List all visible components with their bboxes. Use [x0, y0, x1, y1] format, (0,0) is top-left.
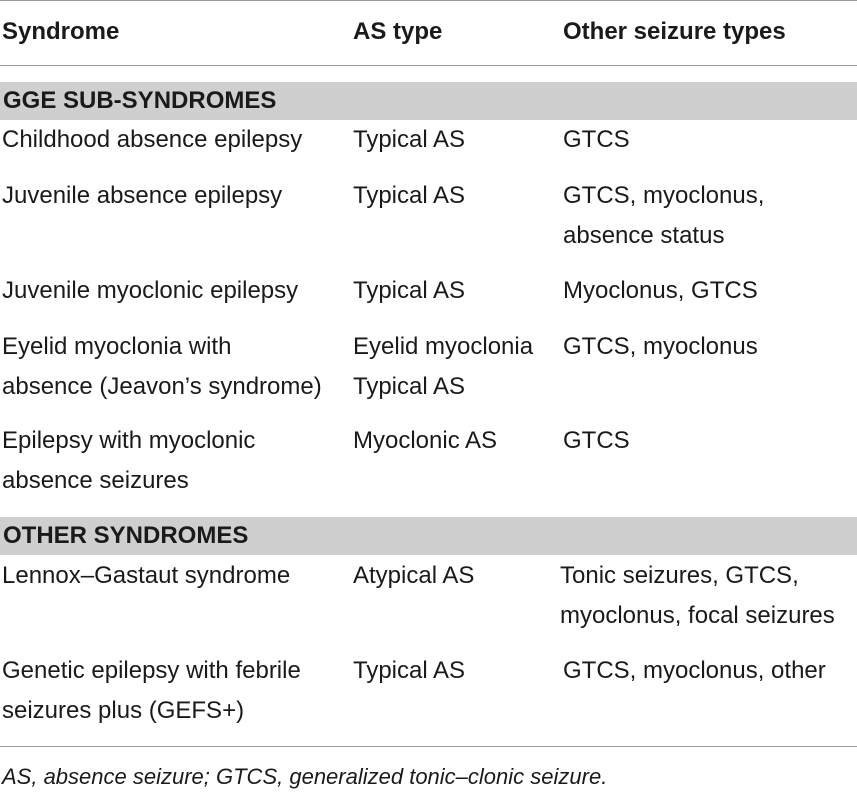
syndrome-cell: Childhood absence epilepsy — [2, 126, 303, 153]
syndrome-cell: Epilepsy with myoclonic absence seizures — [2, 427, 256, 494]
group-title: GGE SUB-SYNDROMES — [3, 87, 277, 114]
syndrome-cell: Eyelid myoclonia with absence (Jeavon’s syndrome) — [2, 333, 322, 400]
other-seizure-cell: GTCS — [563, 126, 630, 153]
group-title: OTHER SYNDROMES — [3, 522, 249, 549]
table-footnote: AS, absence seizure; GTCS, generalized tonic–clonic seizure. — [2, 764, 608, 789]
as-type-cell: Typical AS — [353, 657, 466, 684]
syndrome-cell: Juvenile myoclonic epilepsy — [2, 277, 299, 304]
other-seizure-cell: GTCS, myoclonus, absence status — [563, 182, 765, 249]
top-rule — [0, 0, 857, 1]
other-seizure-cell: GTCS, myoclonus — [563, 333, 758, 360]
as-type-cell: Typical AS — [353, 277, 466, 304]
syndrome-cell: Genetic epilepsy with febrile seizures plus (GEFS+) — [2, 657, 301, 724]
group-band-other — [0, 517, 857, 555]
header-as-type: AS type — [353, 18, 443, 45]
header-other-seizure-types: Other seizure types — [563, 18, 786, 45]
syndrome-cell: Lennox–Gastaut syndrome — [2, 562, 291, 589]
bottom-rule — [0, 746, 857, 747]
header-syndrome: Syndrome — [2, 18, 120, 45]
as-type-cell: Typical AS — [353, 126, 466, 153]
other-seizure-cell: Myoclonus, GTCS — [563, 277, 758, 304]
syndrome-cell: Juvenile absence epilepsy — [2, 182, 283, 209]
as-type-cell: Myoclonic AS — [353, 427, 498, 454]
other-seizure-cell: GTCS — [563, 427, 630, 454]
header-rule — [0, 65, 857, 66]
as-type-cell: Typical AS — [353, 182, 466, 209]
as-type-cell: Eyelid myoclonia Typical AS — [353, 333, 534, 400]
as-type-cell: Atypical AS — [353, 562, 475, 589]
other-seizure-cell: Tonic seizures, GTCS, myoclonus, focal seizures — [560, 562, 835, 629]
other-seizure-cell: GTCS, myoclonus, other — [563, 657, 826, 684]
group-band-gge — [0, 82, 857, 120]
